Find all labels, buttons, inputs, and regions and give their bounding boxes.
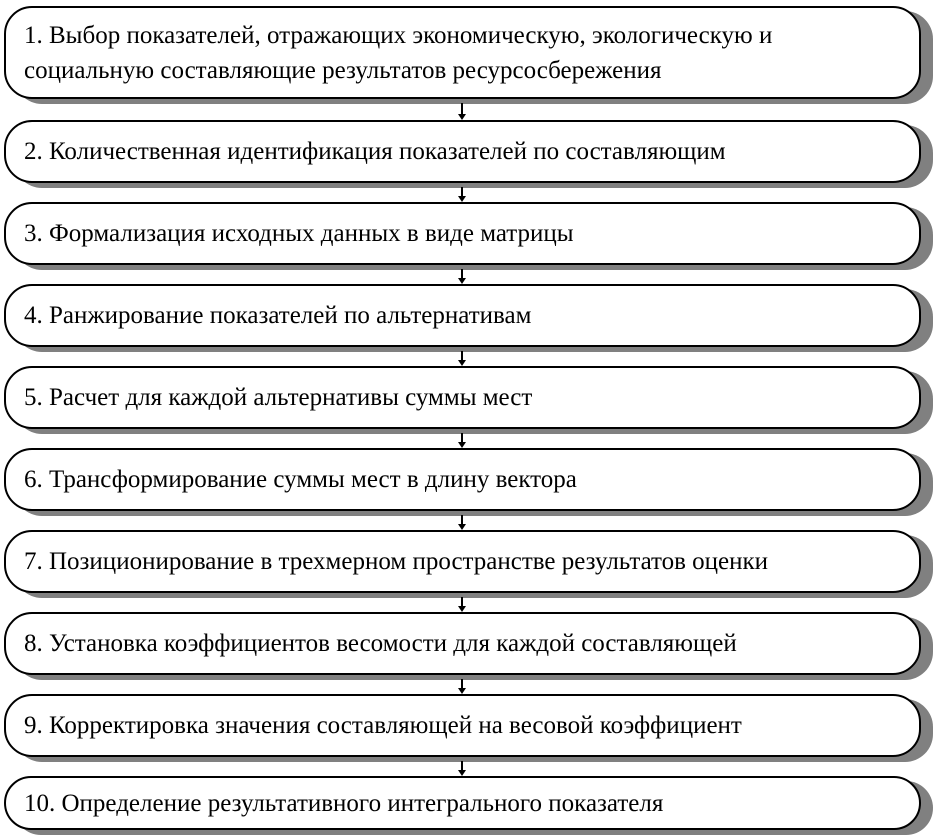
step-7	[4, 530, 921, 593]
step-1	[4, 6, 921, 99]
step-box	[4, 612, 921, 675]
step-text	[24, 462, 577, 497]
step-box	[4, 694, 921, 757]
step-box	[4, 366, 921, 429]
step-text	[24, 380, 532, 415]
step-9	[4, 694, 921, 757]
step-6	[4, 448, 921, 511]
step-2	[4, 120, 921, 183]
arrow-connector	[461, 597, 464, 612]
arrow-connector	[461, 269, 464, 284]
arrow-connector	[461, 187, 464, 202]
step-box	[4, 202, 921, 265]
step-line: 6. Трансформирование суммы мест в длину вектора	[24, 466, 577, 493]
arrow-connector	[461, 515, 464, 530]
step-box	[4, 776, 921, 830]
step-text	[24, 786, 663, 821]
step-line: 2. Количественная идентификация показателей по составляющим	[24, 138, 726, 165]
step-text	[24, 134, 726, 169]
step-line: 9. Корректировка значения составляющей на весовой коэффициент	[24, 712, 742, 739]
step-text	[24, 298, 531, 333]
step-line: 1. Выбор показателей, отражающих экономическую, экологическую и	[24, 21, 773, 49]
step-box	[4, 448, 921, 511]
step-10	[4, 776, 921, 830]
step-3	[4, 202, 921, 265]
step-4	[4, 284, 921, 347]
step-box	[4, 284, 921, 347]
step-line: социальную составляющие результатов ресурсосбережения	[24, 56, 662, 84]
step-text	[24, 544, 768, 579]
arrow-connector	[461, 761, 464, 776]
step-box	[4, 6, 921, 99]
step-text	[24, 708, 742, 743]
step-box	[4, 530, 921, 593]
step-text	[24, 216, 574, 251]
arrow-connector	[461, 351, 464, 366]
arrow-connector	[461, 679, 464, 694]
step-line: 4. Ранжирование показателей по альтернативам	[24, 302, 532, 329]
step-text	[24, 626, 737, 661]
step-line: 3. Формализация исходных данных в виде матрицы	[24, 220, 574, 247]
step-text	[24, 18, 772, 88]
step-8	[4, 612, 921, 675]
step-line: 8. Установка коэффициентов весомости для каждой составляющей	[24, 630, 737, 657]
arrow-connector	[461, 103, 464, 120]
step-line: 5. Расчет для каждой альтернативы суммы мест	[24, 384, 533, 411]
step-5	[4, 366, 921, 429]
step-box	[4, 120, 921, 183]
arrow-connector	[461, 433, 464, 448]
step-line: 7. Позиционирование в трехмерном пространстве результатов оценки	[24, 548, 769, 575]
step-line: 10. Определение результативного интегрального показателя	[24, 789, 664, 817]
